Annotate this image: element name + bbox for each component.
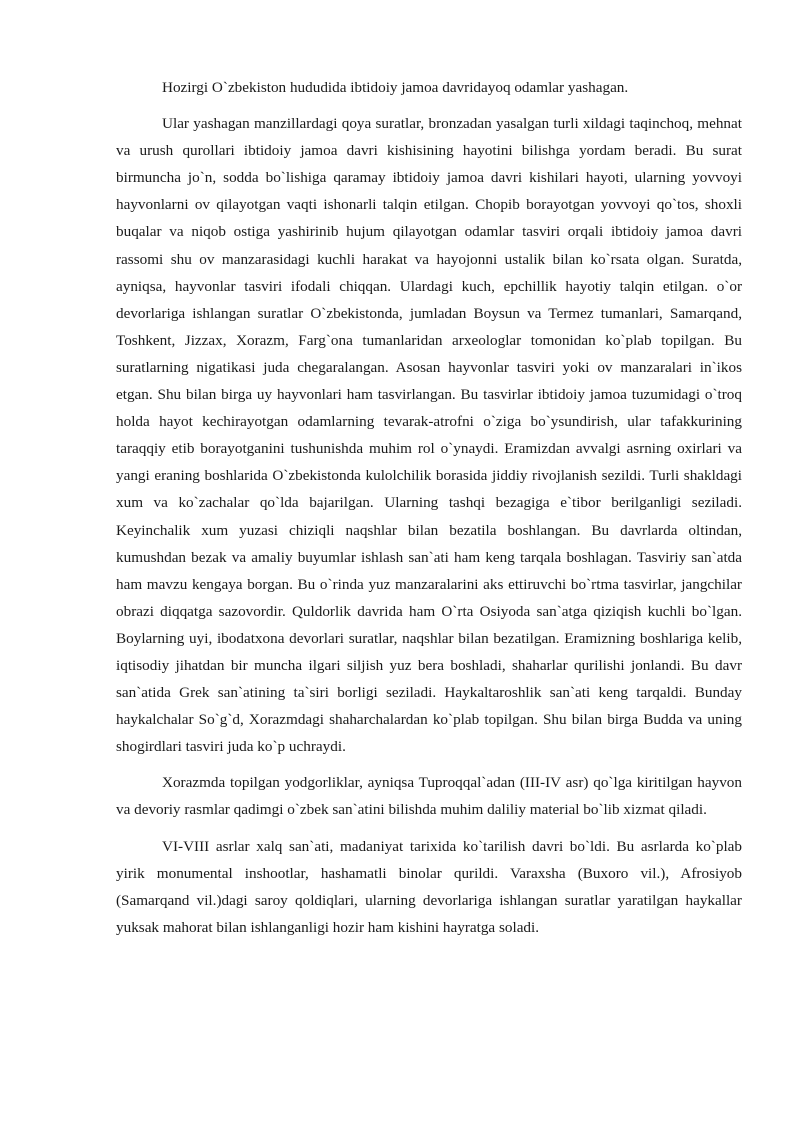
paragraph-vi-viii-centuries: VI-VIII asrlar xalq san`ati, madaniyat tarixida ko`tarilish davri bo`ldi. Bu asrlarda ko`plab yirik monumental inshootlar, hashamatli binolar qurildi. Varaxsha (Buxoro vil.), Afrosiyob (Samarqand vil.)dagi saroy qoldiqlari, ularning devorlariga ishlangan suratlar yaratilgan haykallar yuksak mahorat bilan ishlanganligi hozir ham kishini hayratga soladi. (116, 837, 742, 936)
document-page (116, 74, 742, 941)
paragraph-intro: Hozirgi O`zbekiston hududida ibtidoiy jamoa davridayoq odamlar yashagan. (162, 79, 629, 96)
paragraph-rock-art: Ular yashagan manzillardagi qoya suratlar, bronzadan yasalgan turli xildagi taqinchoq, mehnat va urush qurollari ibtidoiy jamoa davri kishisining hayotini bilishga yordam beradi. Bu surat birmuncha jo`n, sodda bo`lishiga qaramay ibtidoiy jamoa davri kishilari hayoti, ularning yovvoyi hayvonlarni ov qilayotgan vaqti ishonarli talqin etilgan. Chopib borayotgan yovvoyi qo`tos, shoxli buqalar va niqob ostiga yashirinib hujum qilayotgan odamlar tasviri orqali ibtidoiy jamoa davri rassomi shu ov manzarasidagi kuchli harakat va hayojonni ustalik bilan ko`rsata olgan. Suratda, ayniqsa, hayvonlar tasviri ifodali chiqqan. Ulardagi kuch, epchillik hayotiy talqin etilgan. o`or devorlariga ishlangan suratlar O`zbekistonda, jumladan Boysun va Termez tumanlari, Samarqand, Toshkent, Jizzax, Xorazm, Farg`ona tumanlaridan arxeologlar tomonidan ko`plab topilgan. Bu suratlarning nigatikasi juda chegaralangan. Asosan hayvonlar tasviri yoki ov manzaralari in`ikos etgan. Shu bilan birga uy hayvonlari ham tasvirlangan. Bu tasvirlar ibtidoiy jamoa tuzumidagi o`troq holda hayot kechirayotgan odamlarning tevarak-atrofni o`ziga bo`ysundirish, ular tafakkurining taraqqiy etib borayotganini tushunishda muhim rol o`ynaydi. Eramizdan avvalgi asrning oxirlari va yangi eraning boshlarida O`zbekistonda kulolchilik borasida jiddiy rivojlanish sezildi. Turli shakldagi xum va ko`zachalar qo`lda bajarilgan. Ularning tashqi bezagiga e`tibor berilganligi seziladi. Keyinchalik xum yuzasi chiziqli naqshlar bilan bezatila boshlangan. Bu davrlarda oltindan, kumushdan bezak va amaliy buyumlar ishlash san`ati ham keng tarqala boshlagan. Tasviriy san`atda ham mavzu kengaya borgan. Bu o`rinda yuz manzaralarini aks ettiruvchi bo`rtma tasvirlar, jangchilar obrazi diqqatga sazovordir. Quldorlik davrida ham O`rta Osiyoda san`atga qiziqish kuchli bo`lgan. Boylarning uyi, ibodatxona devorlari suratlar, naqshlar bilan bezatilgan. Eramizning boshlariga kelib, iqtisodiy jihatdan bir muncha ilgari siljish yuz bera boshladi, shaharlar qurilishi jonlandi. Bu davr san`atida Grek san`atining ta`siri borligi seziladi. Haykaltaroshlik san`ati keng tarqaldi. Bunday haykalchalar So`g`d, Xorazmdagi shaharchalardan ko`plab topilgan. Shu bilan birga Budda va uning shogirdlari tasviri juda ko`p uchraydi. (116, 115, 742, 756)
paragraph-khorezm: Xorazmda topilgan yodgorliklar, ayniqsa Tuproqqal`adan (III-IV asr) qo`lga kiritilgan hayvon va devoriy rasmlar qadimgi o`zbek san`atini bilishda muhim daliliy material bo`lib xizmat qiladi. (116, 774, 742, 819)
